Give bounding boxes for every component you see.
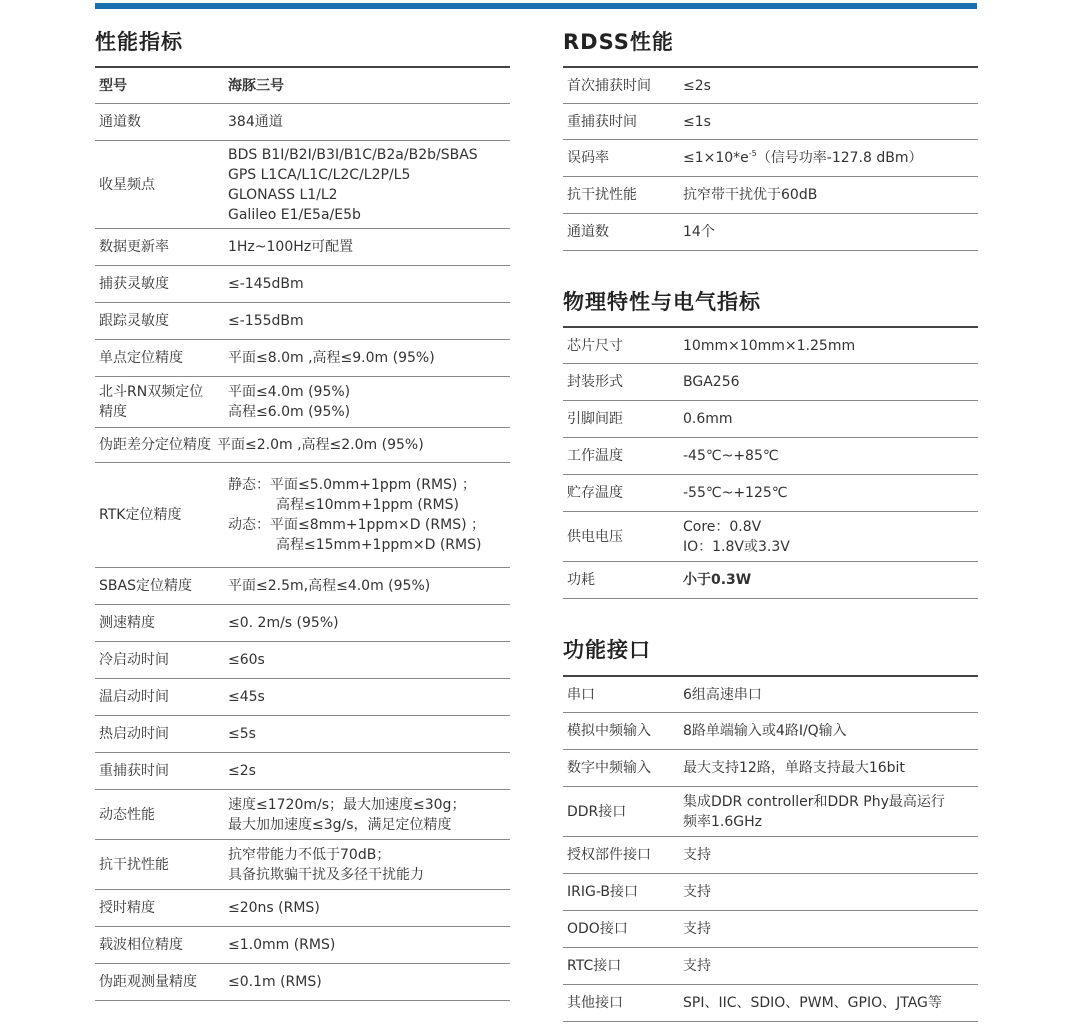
row-value: 支持 [683, 921, 711, 937]
table-row [95, 927, 510, 964]
table-row [95, 679, 510, 716]
row-key: 封装形式 [567, 374, 623, 390]
table-row [95, 716, 510, 753]
table-row [563, 750, 978, 787]
table-row [95, 266, 510, 303]
row-value: ≤5s [228, 726, 256, 742]
value-line: Galileo E1/E5a/E5b [228, 206, 361, 223]
row-value: 平面≤8.0m ,高程≤9.0m (95%) [228, 350, 435, 366]
value-line: 频率1.6GHz [683, 813, 762, 830]
row-key: 单点定位精度 [99, 350, 183, 366]
value-line: GLONASS L1/L2 [228, 186, 338, 203]
row-value: ≤60s [228, 652, 265, 668]
value-text: ≤1×10*e [683, 150, 749, 166]
table-row [95, 568, 510, 605]
table-row [563, 68, 978, 104]
row-key: 数据更新率 [99, 239, 169, 255]
row-key: 供电电压 [567, 528, 623, 545]
row-value: ≤-145dBm [228, 276, 304, 292]
row-key: 抗干扰性能 [99, 856, 169, 873]
value-line: 抗窄带能力不低于70dB； [228, 846, 391, 863]
row-value: 支持 [683, 884, 711, 900]
row-key: 重捕获时间 [99, 763, 169, 779]
table-row [95, 964, 510, 1001]
key-line: 精度 [99, 404, 127, 420]
table-row [563, 328, 978, 364]
row-value: -55℃~+125℃ [683, 485, 788, 501]
value-line: 最大加加速度≤3g/s，满足定位精度 [228, 816, 452, 833]
row-key: 通道数 [99, 114, 141, 130]
row-key: SBAS定位精度 [99, 578, 192, 594]
row-value: 10mm×10mm×1.25mm [683, 337, 856, 354]
table-row [563, 140, 978, 177]
row-value: ≤-155dBm [228, 313, 304, 329]
table-row [563, 787, 978, 837]
physical-table [563, 326, 978, 599]
row-key: RTK定位精度 [99, 507, 182, 523]
row-value: ≤45s [228, 689, 265, 705]
header-model-value: 海豚三号 [228, 77, 284, 94]
row-value: 0.6mm [683, 411, 733, 427]
row-value: ≤1.0mm (RMS) [228, 937, 336, 953]
rdss-table [563, 66, 978, 251]
row-key: 首次捕获时间 [567, 77, 651, 94]
row-value: 384通道 [228, 114, 283, 130]
row-key: IRIG-B接口 [567, 884, 638, 900]
row-key: 伪距观测量精度 [99, 974, 197, 990]
table-row [95, 463, 510, 568]
table-row [563, 562, 978, 599]
row-value: 6组高速串口 [683, 686, 762, 703]
row-key: 其他接口 [567, 995, 623, 1011]
value-line: GPS L1CA/L1C/L2C/L2P/L5 [228, 166, 411, 183]
row-value: 支持 [683, 847, 711, 863]
row-key: 捕获灵敏度 [99, 276, 169, 292]
row-key: DDR接口 [567, 803, 627, 820]
interface-table [563, 675, 978, 1022]
table-row [95, 890, 510, 927]
row-value: 支持 [683, 958, 711, 974]
value-line: 集成DDR controller和DDR Phy最高运行 [683, 793, 945, 810]
value-line: Core：0.8V [683, 518, 762, 535]
value-line: IO：1.8V或3.3V [683, 538, 790, 555]
header-model-label: 型号 [99, 77, 127, 94]
table-row [95, 840, 510, 890]
table-row [95, 753, 510, 790]
table-row [95, 303, 510, 340]
value-line: 高程≤6.0m (95%) [228, 404, 351, 420]
table-row [95, 340, 510, 377]
row-value: ≤0. 2m/s (95%) [228, 615, 339, 631]
row-key: 冷启动时间 [99, 652, 169, 668]
row-value [683, 792, 978, 832]
row-key: 串口 [567, 686, 595, 703]
row-key: 授时精度 [99, 900, 155, 916]
row-value: SPI、IIC、SDIO、PWM、GPIO、JTAG等 [683, 995, 942, 1011]
key-line: 北斗RN双频定位 [99, 384, 204, 400]
row-key: 通道数 [567, 224, 609, 240]
row-value [228, 145, 510, 225]
table-row [95, 141, 510, 229]
row-value [228, 795, 510, 835]
value-line: 高程≤15mm+1ppm×D (RMS) [276, 537, 482, 553]
table-row [563, 104, 978, 140]
row-key: 收星频点 [99, 176, 155, 193]
row-value: 14个 [683, 224, 715, 240]
performance-table [95, 66, 510, 1001]
row-key: 误码率 [567, 150, 609, 166]
row-value: ≤0.1m (RMS) [228, 974, 322, 990]
value-line: 速度≤1720m/s；最大加速度≤30g； [228, 796, 466, 813]
table-row [95, 229, 510, 266]
table-row [95, 790, 510, 840]
row-key: 温启动时间 [99, 689, 169, 705]
table-row [563, 713, 978, 750]
row-key: 热启动时间 [99, 726, 169, 742]
table-header-row [95, 68, 510, 104]
row-key: 动态性能 [99, 806, 155, 823]
table-row [95, 605, 510, 642]
row-key: 贮存温度 [567, 485, 623, 501]
section-title-rdss: RDSS性能 [563, 30, 674, 54]
section-title-interface: 功能接口 [563, 638, 651, 662]
table-row [95, 642, 510, 679]
table-row [563, 911, 978, 948]
row-key: RTC接口 [567, 958, 622, 974]
row-value: 平面≤2.5m,高程≤4.0m (95%) [228, 578, 431, 594]
row-value: ≤1s [683, 113, 711, 130]
value-line: 高程≤10mm+1ppm (RMS) [276, 497, 459, 513]
row-value [683, 517, 978, 557]
row-key: 跟踪灵敏度 [99, 313, 169, 329]
table-row [563, 401, 978, 438]
table-row [563, 948, 978, 985]
row-key [95, 382, 228, 422]
table-row [563, 512, 978, 562]
top-accent-bar [95, 3, 977, 9]
value-line: 平面≤4.0m (95%) [228, 384, 351, 400]
row-key: 数字中频输入 [567, 760, 651, 776]
table-row [563, 677, 978, 713]
row-key: ODO接口 [567, 921, 628, 937]
row-key: 授权部件接口 [567, 847, 651, 863]
value-line: 具备抗欺骗干扰及多径干扰能力 [228, 866, 424, 883]
row-key: 测速精度 [99, 615, 155, 631]
table-row [563, 874, 978, 911]
row-value: 平面≤2.0m ,高程≤2.0m (95%) [217, 437, 424, 453]
row-key: 工作温度 [567, 448, 623, 464]
table-row [563, 985, 978, 1022]
table-row [563, 214, 978, 251]
row-value [228, 382, 510, 422]
table-row [563, 438, 978, 475]
table-row [95, 428, 510, 463]
value-text: （信号功率-127.8 dBm） [756, 150, 923, 166]
row-value: 8路单端输入或4路I/Q输入 [683, 723, 847, 739]
row-value: ≤2s [228, 763, 256, 779]
table-row [95, 104, 510, 141]
row-key: 伪距差分定位精度 [99, 437, 211, 453]
row-key: 功耗 [567, 572, 595, 588]
section-title-physical: 物理特性与电气指标 [563, 290, 761, 314]
row-key: 抗干扰性能 [567, 187, 637, 203]
section-title-performance: 性能指标 [95, 30, 183, 54]
row-value: 抗窄带干扰优于60dB [683, 187, 818, 203]
row-value: 最大支持12路，单路支持最大16bit [683, 760, 905, 776]
row-value: BGA256 [683, 374, 740, 390]
table-row [563, 475, 978, 512]
table-row [563, 177, 978, 214]
value-line: BDS B1I/B2I/B3I/B1C/B2a/B2b/SBAS [228, 146, 478, 163]
row-key: 重捕获时间 [567, 113, 637, 130]
row-value: ≤2s [683, 77, 711, 94]
row-value: 小于0.3W [683, 572, 752, 588]
row-key: 引脚间距 [567, 411, 623, 427]
row-value: 1Hz~100Hz可配置 [228, 239, 354, 255]
row-key: 载波相位精度 [99, 937, 183, 953]
row-value [228, 475, 510, 555]
row-key: 模拟中频输入 [567, 723, 651, 739]
value-line: 动态：平面≤8mm+1ppm×D (RMS) ； [228, 517, 485, 533]
table-row [95, 377, 510, 428]
value-line: 静态：平面≤5.0mm+1ppm (RMS) ； [228, 477, 476, 493]
row-value: -45℃~+85℃ [683, 448, 779, 464]
value-exponent: -5 [748, 149, 757, 158]
table-row [563, 364, 978, 401]
row-value: ≤20ns (RMS) [228, 900, 320, 916]
table-row [563, 837, 978, 874]
row-value [228, 845, 510, 885]
row-value [683, 148, 978, 168]
row-key: 芯片尺寸 [567, 337, 623, 354]
